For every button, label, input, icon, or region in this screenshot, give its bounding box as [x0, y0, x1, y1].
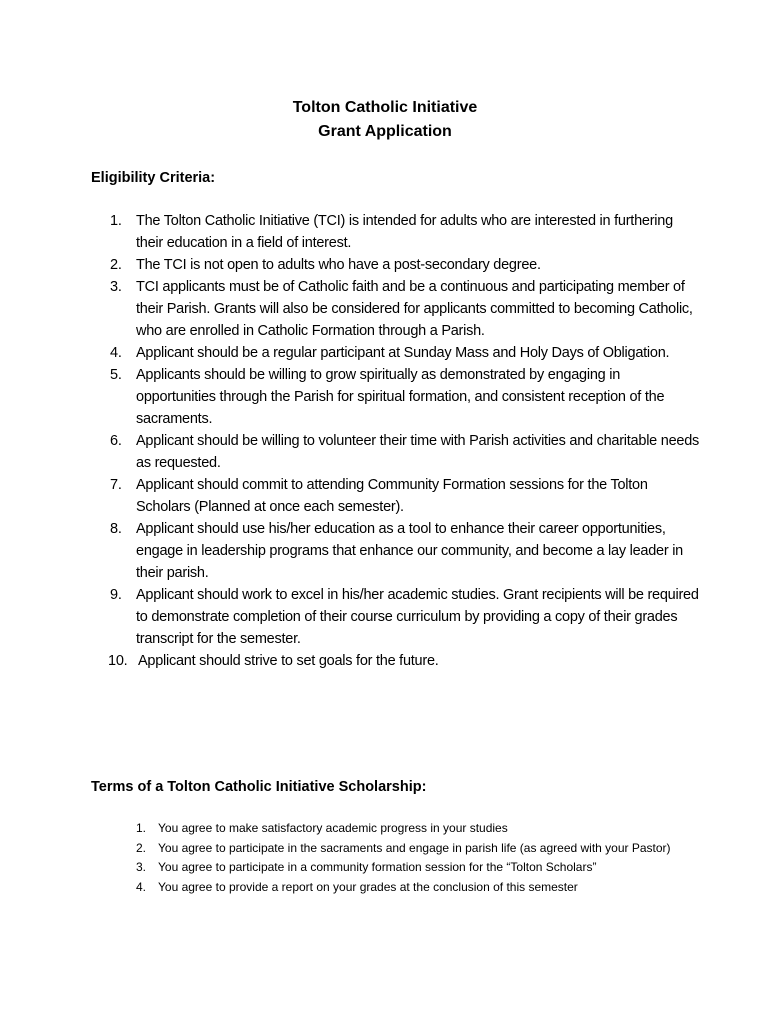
terms-list	[136, 819, 696, 897]
terms-item	[136, 819, 696, 839]
eligibility-item	[90, 210, 700, 254]
list-number: 10.	[108, 653, 128, 669]
list-number: 2.	[110, 257, 122, 273]
list-item-text: Applicant should be willing to volunteer their time with Parish activities and charitable needs as requested.	[136, 433, 700, 471]
list-item-text: Applicant should use his/her education as a tool to enhance their career opportunities, engage in leadership programs that enhance our community, and become a lay leader in their parish.	[136, 521, 683, 581]
terms-heading: Terms of a Tolton Catholic Initiative Scholarship:	[91, 779, 427, 795]
eligibility-item	[90, 650, 700, 672]
list-number: 8.	[110, 521, 122, 537]
list-item-text: Applicant should be a regular participant at Sunday Mass and Holy Days of Obligation.	[136, 345, 670, 361]
eligibility-item	[90, 254, 700, 276]
eligibility-item	[90, 342, 700, 364]
eligibility-item	[90, 584, 700, 650]
list-number: 4.	[110, 345, 122, 361]
terms-item	[136, 858, 696, 878]
title-line-2: Grant Application	[318, 123, 452, 140]
eligibility-item	[90, 276, 700, 342]
list-number: 9.	[110, 587, 122, 603]
eligibility-item	[90, 430, 700, 474]
eligibility-list	[90, 210, 700, 672]
list-item-text: The TCI is not open to adults who have a post-secondary degree.	[136, 257, 541, 273]
list-item-text: You agree to participate in the sacraments and engage in parish life (as agreed with your Pastor)	[158, 840, 671, 855]
list-item-text: TCI applicants must be of Catholic faith and be a continuous and participating member of their Parish. Grants will also be considered for applicants committed to becoming Catholic, who are enrolled in Catholic Formation through a Parish.	[136, 279, 693, 339]
list-item-text: You agree to participate in a community formation session for the “Tolton Scholars”	[158, 860, 597, 874]
list-number: 2.	[136, 840, 147, 855]
eligibility-item	[90, 474, 700, 518]
list-number: 6.	[110, 433, 122, 449]
list-number: 3.	[136, 860, 147, 874]
list-item-text: The Tolton Catholic Initiative (TCI) is intended for adults who are interested in furthering their education in a field of interest.	[136, 213, 673, 251]
terms-item	[136, 878, 696, 898]
list-item-text: You agree to provide a report on your grades at the conclusion of this semester	[158, 879, 578, 894]
terms-item	[136, 839, 696, 859]
document-title	[0, 96, 770, 144]
list-number: 7.	[110, 477, 122, 493]
eligibility-item	[90, 364, 700, 430]
list-number: 5.	[110, 367, 122, 383]
list-item-text: You agree to make satisfactory academic progress in your studies	[158, 821, 508, 835]
list-item-text: Applicant should commit to attending Community Formation sessions for the Tolton Scholars (Planned at once each semester).	[136, 477, 648, 515]
eligibility-heading: Eligibility Criteria:	[91, 170, 216, 186]
list-number: 3.	[110, 279, 122, 295]
list-number: 4.	[136, 879, 147, 894]
list-number: 1.	[136, 821, 147, 835]
title-line-1: Tolton Catholic Initiative	[292, 99, 478, 116]
list-item-text: Applicant should strive to set goals for the future.	[138, 653, 439, 669]
list-item-text: Applicants should be willing to grow spiritually as demonstrated by engaging in opportunities through the Parish for spiritual formation, and consistent reception of the sacraments.	[136, 367, 665, 427]
eligibility-item	[90, 518, 700, 584]
list-item-text: Applicant should work to excel in his/her academic studies. Grant recipients will be required to demonstrate completion of their course curriculum by providing a copy of their grades transcript for the semester.	[136, 587, 699, 647]
list-number: 1.	[110, 213, 122, 229]
